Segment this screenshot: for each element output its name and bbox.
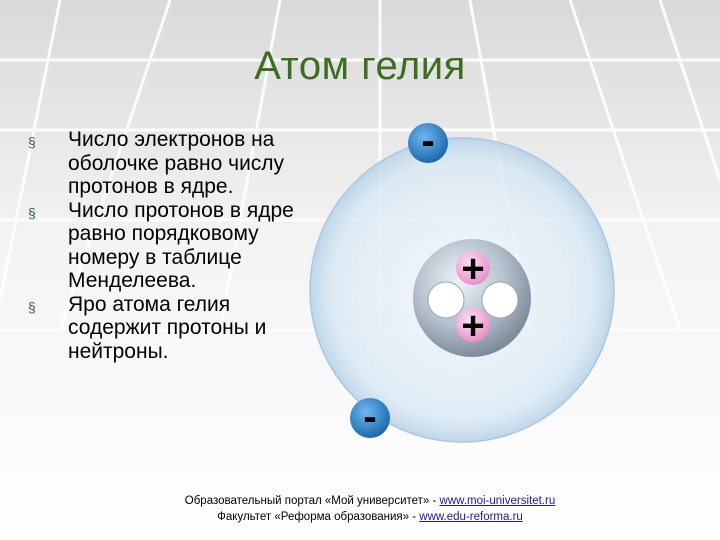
bullet-square-icon: § [28, 298, 36, 315]
footer-line-2 [140, 510, 600, 526]
electron-sign: - [363, 395, 377, 439]
slide-title: Атом гелия [254, 44, 466, 88]
proton-sign: + [461, 304, 485, 348]
footer-text: Образовательный портал «Мой университет» - [184, 495, 440, 507]
bullet-text: Яро атома гелия содержит протоны и нейтроны. [68, 292, 267, 363]
footer-link-moi-universitet[interactable]: www.moi-universitet.ru [439, 495, 556, 507]
footer-line-1 [140, 494, 600, 510]
bullet-square-icon: § [28, 134, 36, 150]
electron-sign: - [421, 119, 435, 163]
neutron [428, 282, 464, 318]
footer-link-edu-reforma[interactable]: www.edu-reforma.ru [419, 510, 523, 523]
neutron [482, 282, 518, 318]
bullet-text: Число электронов на оболочке равно числу протонов в ядре. [68, 128, 285, 198]
proton-sign: + [461, 247, 485, 291]
footer [140, 494, 600, 525]
footer-text: Факультет «Реформа образования» - [217, 510, 420, 523]
bullet-square-icon: § [28, 204, 36, 221]
bullet-text: Число протонов в ядре равно порядковому номеру в таблице Менделеева. [68, 198, 294, 292]
